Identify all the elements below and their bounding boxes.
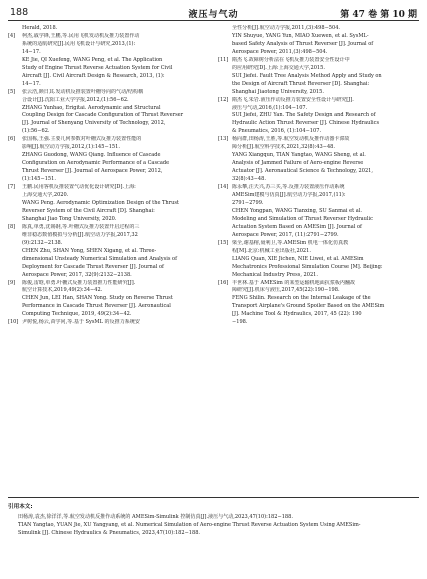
reference-line: Deployment for Cascade Thrust Reverser [J]. Journal of [22,263,164,270]
reference-line: 航空计算技术,2019,49(2):34−42. [22,287,103,294]
reference-line: 上海交通大学,2020. [22,192,69,199]
references-right-column [218,25,419,327]
citation-block [8,503,419,537]
reference-number: [4] [8,32,16,39]
reference-line: 丰世林.基于 AMESim 的某型运输机地面抗浆板内翻故 [232,279,356,286]
reference-number: [6] [8,136,16,143]
reference-line: 2791−2799. [232,199,264,206]
reference-number: [7] [8,184,16,191]
reference-entry [218,97,419,137]
reference-line: [J]. Journal of Shenyang University of Technology, 2012, [22,120,166,127]
reference-line: 陈俊,雷晗,单勇.叶栅式反推力装置推力性能研究[J]. [22,279,136,286]
reference-entry [218,57,419,97]
citation-label: 引用本文: [8,504,33,510]
reference-line: 液压与气动,2016,(1):104−107. [232,104,308,111]
page-number: 188 [10,7,29,18]
reference-line: Actuation System Based on AMESim [J]. Journal of [232,223,362,230]
reference-line: 张云浩,颜日其.发动机反推装置叶栅导向的气动/结构耦 [22,88,143,95]
reference-line: 影响[J].航空动力学报,2012,(1):145−151. [22,144,120,151]
reference-line: 障分析[J].航空科学技术,2021,32(8):43−48. [232,144,335,151]
reference-line: 合设计[J].沈阳工业大学学报,2012,(1):56−62. [22,96,129,103]
reference-line: (9):2132−2138. [22,239,63,246]
reference-line: Modeling and Simulation of Thrust Reverser Hydraulic [232,215,373,222]
reference-line: CHEN Yongpan, WANG Tianxing, SU Sanmai et al. [232,207,362,214]
reference-line: AMESim建模与仿真[J].航空动力学报,2017,(11): [232,192,346,199]
reference-entry [8,224,208,280]
reference-entry [218,184,419,240]
reference-line: −198. [232,319,248,326]
reference-number: [13] [218,136,229,143]
reference-line: 陈永攀,汪天兴,苏三买,等.反推力装置液压作动系统 [232,184,345,191]
page-header [8,6,419,21]
reference-entry [8,136,208,184]
reference-number: [16] [218,279,229,286]
reference-number: [5] [8,88,16,95]
reference-line: 的应用研究[D].上海:上海交通大学,2015. [232,64,325,71]
volume-issue: 第 47 卷 第 10 期 [340,10,417,20]
reference-line: Performance in Cascade Thrust Reverser [J]. Aeronautical [22,303,171,310]
reference-entry [8,319,208,327]
reference-line: KE Jie, QI Xuefeng, WANG Peng, et al. The Application [22,56,163,63]
reference-line: (1):56−62. [22,128,50,135]
reference-entry [218,280,419,328]
reference-line: 14−17. [22,48,41,55]
citation-divider [8,497,419,498]
reference-line: 系统的适航研究[J].民用飞机设计与研究,2013,(1): [22,40,136,47]
reference-line: Thrust Reverser [J]. Journal of Aerospace Power, 2012, [22,168,163,175]
reference-line: 柯杰,戚学锋,王鹏,等.民用飞机发动机反推力装置作动 [22,32,140,39]
reference-line: 王鹏.民用客机反推装置气动优化设计研究[D].上海: [22,184,136,191]
citation-line: 田杨涛,袁杰,徐洋洋,等.航空发动机反推作动系统的 AMESim-Simulink 控制仿真[J].液压与气动,2023,47(10):182−188. [18,514,293,520]
reference-line: CHEN Jun, LEI Han, SHAN Yong. Study on Reverse Thrust [22,295,173,302]
reference-line: Analysis of Jammed Failure of Aero-engine Reverse [232,160,364,167]
reference-entry [8,89,208,137]
reference-number: [11] [218,56,229,63]
reference-line: Shanghai Jiao Tong University, 2020. [22,215,117,222]
reference-line: 32(8):43−48. [232,176,266,183]
citation-line: Simulink [J]. Chinese Hydraulics & Pneumatics, 2023,47(10):182−188. [18,530,201,536]
reference-line: Mechatronics Professional Simulation Course [M]. Beijing: [232,263,383,270]
reference-entry [218,240,419,280]
reference-line: ZHANG Yunhao, Erigitai. Aerodynamic and Structural [22,104,161,111]
reference-line: Configuration on Aerodynamic Performance of a Cascade [22,160,170,167]
reference-line: Hydraulic Action Thrust Reverser [J]. Chinese Hydraulics [232,120,380,127]
reference-line: ZHANG Guodong, WANG Qiang. Influence of Cascade [22,152,161,159]
reference-line: Herald, 2018. [22,25,58,31]
reference-number: [15] [218,239,229,246]
reference-line: WANG Peng. Aerodynamic Optimization Design of the Thrust [22,199,179,206]
reference-line: Aerospace Power, 2017, (11):2791−2799. [232,231,339,238]
reference-line: Aerospace Power, 2011,(3):498−504. [232,48,328,55]
reference-line: 杨向群,田杨涛,王胜,等.航空发动机反推作动器卡滞故 [232,136,350,143]
reference-line: Transport Airplane's Ground Spoiler Based on the AMESim [232,303,385,310]
reference-entry [218,25,419,57]
journal-title: 液压与气动 [188,10,239,20]
reference-line: 14−17. [22,80,41,87]
reference-line: 全性分析[J].航空动力学报,2011,(3):498−504. [232,25,341,31]
reference-line: SUI Jiefei. Fault Tree Analysis Method Apply and Study on [232,72,382,79]
reference-entry [8,184,208,224]
reference-line: based Safety Analysis of Thrust Reverser [J]. Journal of [232,40,374,47]
reference-line: 隋杰飞.故障树分析法在飞机反推力装置安全性设计中 [232,56,350,63]
reference-line: Aerospace Power, 2017, 32(9):2132−2138. [22,271,132,278]
references-left-column [8,25,208,327]
reference-entry [8,33,208,89]
reference-line: Reverser System of the Civil Aircraft [D]. Shanghai: [22,207,155,214]
reference-entry [8,25,208,33]
reference-line: Actuator [J]. Aeronautical Science & Technology, 2021, [232,168,373,175]
reference-line: Study of Engine Thrust Reverse Actuation System for Civil [22,64,173,71]
reference-line: 隋杰飞,朱岩.液压作动反推力装置安全性设计与研究[J]. [232,96,354,103]
reference-number: [9] [8,279,16,286]
reference-line: 梁全,谢基榕,聂利卫,等.AMESim 机电一体化仿真教 [232,239,349,246]
reference-line: 维非稳态数值模拟与分析[J].航空动力学报,2017,32 [22,231,138,238]
reference-line: 程[M].北京:机械工业出版社,2021. [232,247,311,254]
reference-line: dimensional Unsteady Numerical Simulation and Analysis of [22,255,177,262]
reference-line: Coupling Design for Cascade Configuration of Thrust Reverser [22,112,184,119]
reference-line: 陈真,单勇,沈锡钢,等.叶栅式反推力装置开启过程的三 [22,223,140,230]
reference-line: Mechanical Industry Press, 2021. [232,271,319,278]
reference-number: [10] [8,319,19,326]
reference-number: [12] [218,96,229,103]
reference-entry [8,280,208,320]
reference-line: CHEN Zhu, SHAN Yong, SHEN Xigang, et al. Three- [22,247,157,254]
reference-line: (1):145−151. [22,176,56,183]
reference-line: 张国栋,王强.主要几何参数对叶栅式反推力装置性能的 [22,136,142,143]
reference-line: SUI Jiefei, ZHU Yan. The Safety Design and Research of [232,112,376,119]
reference-line: [J]. Machine Tool & Hydraulics, 2017, 45 (22): 190 [232,311,362,318]
reference-line: LIANG Quan, XIE Jichen, NIE Liwei, et al. AMESim [232,255,364,262]
reference-line: Shanghai Jiaotong University, 2015. [232,88,324,95]
reference-line: YIN Shuyue, YANG Yun, MIAO Xuewen, et al. SysML- [232,32,369,39]
reference-line: YANG Xiangqun, TIAN Yangtao, WANG Sheng, et al. [232,152,366,159]
reference-line: 尹树悦,杨云,苗学问,等.基于 SysML 的反推力系统安 [22,319,140,326]
reference-number: [14] [218,184,229,191]
reference-line: Computing Technique, 2019, 49(2):34−42. [22,311,132,318]
reference-number: [8] [8,223,16,230]
reference-line: FENG Shilin. Research on the Internal Leakage of the [232,295,371,302]
reference-line: the Design of Aircraft Thrust Reverser [D]. Shanghai: [232,80,370,87]
reference-line: 障研究[J].机床与液压,2017,45(22):190−198. [232,287,340,294]
reference-entry [218,136,419,184]
reference-line: Aircraft [J]. Civil Aircraft Design & Research, 2013, (1): [22,72,165,79]
reference-line: & Pneumatics, 2016, (1):104−107. [232,128,322,135]
citation-line: TIAN Yangtao, YUAN Jie, XU Yangyang, et al. Numerical Simulation of Aero-engine Thrust Reverse Actuation System Using AMESim- [18,522,361,528]
